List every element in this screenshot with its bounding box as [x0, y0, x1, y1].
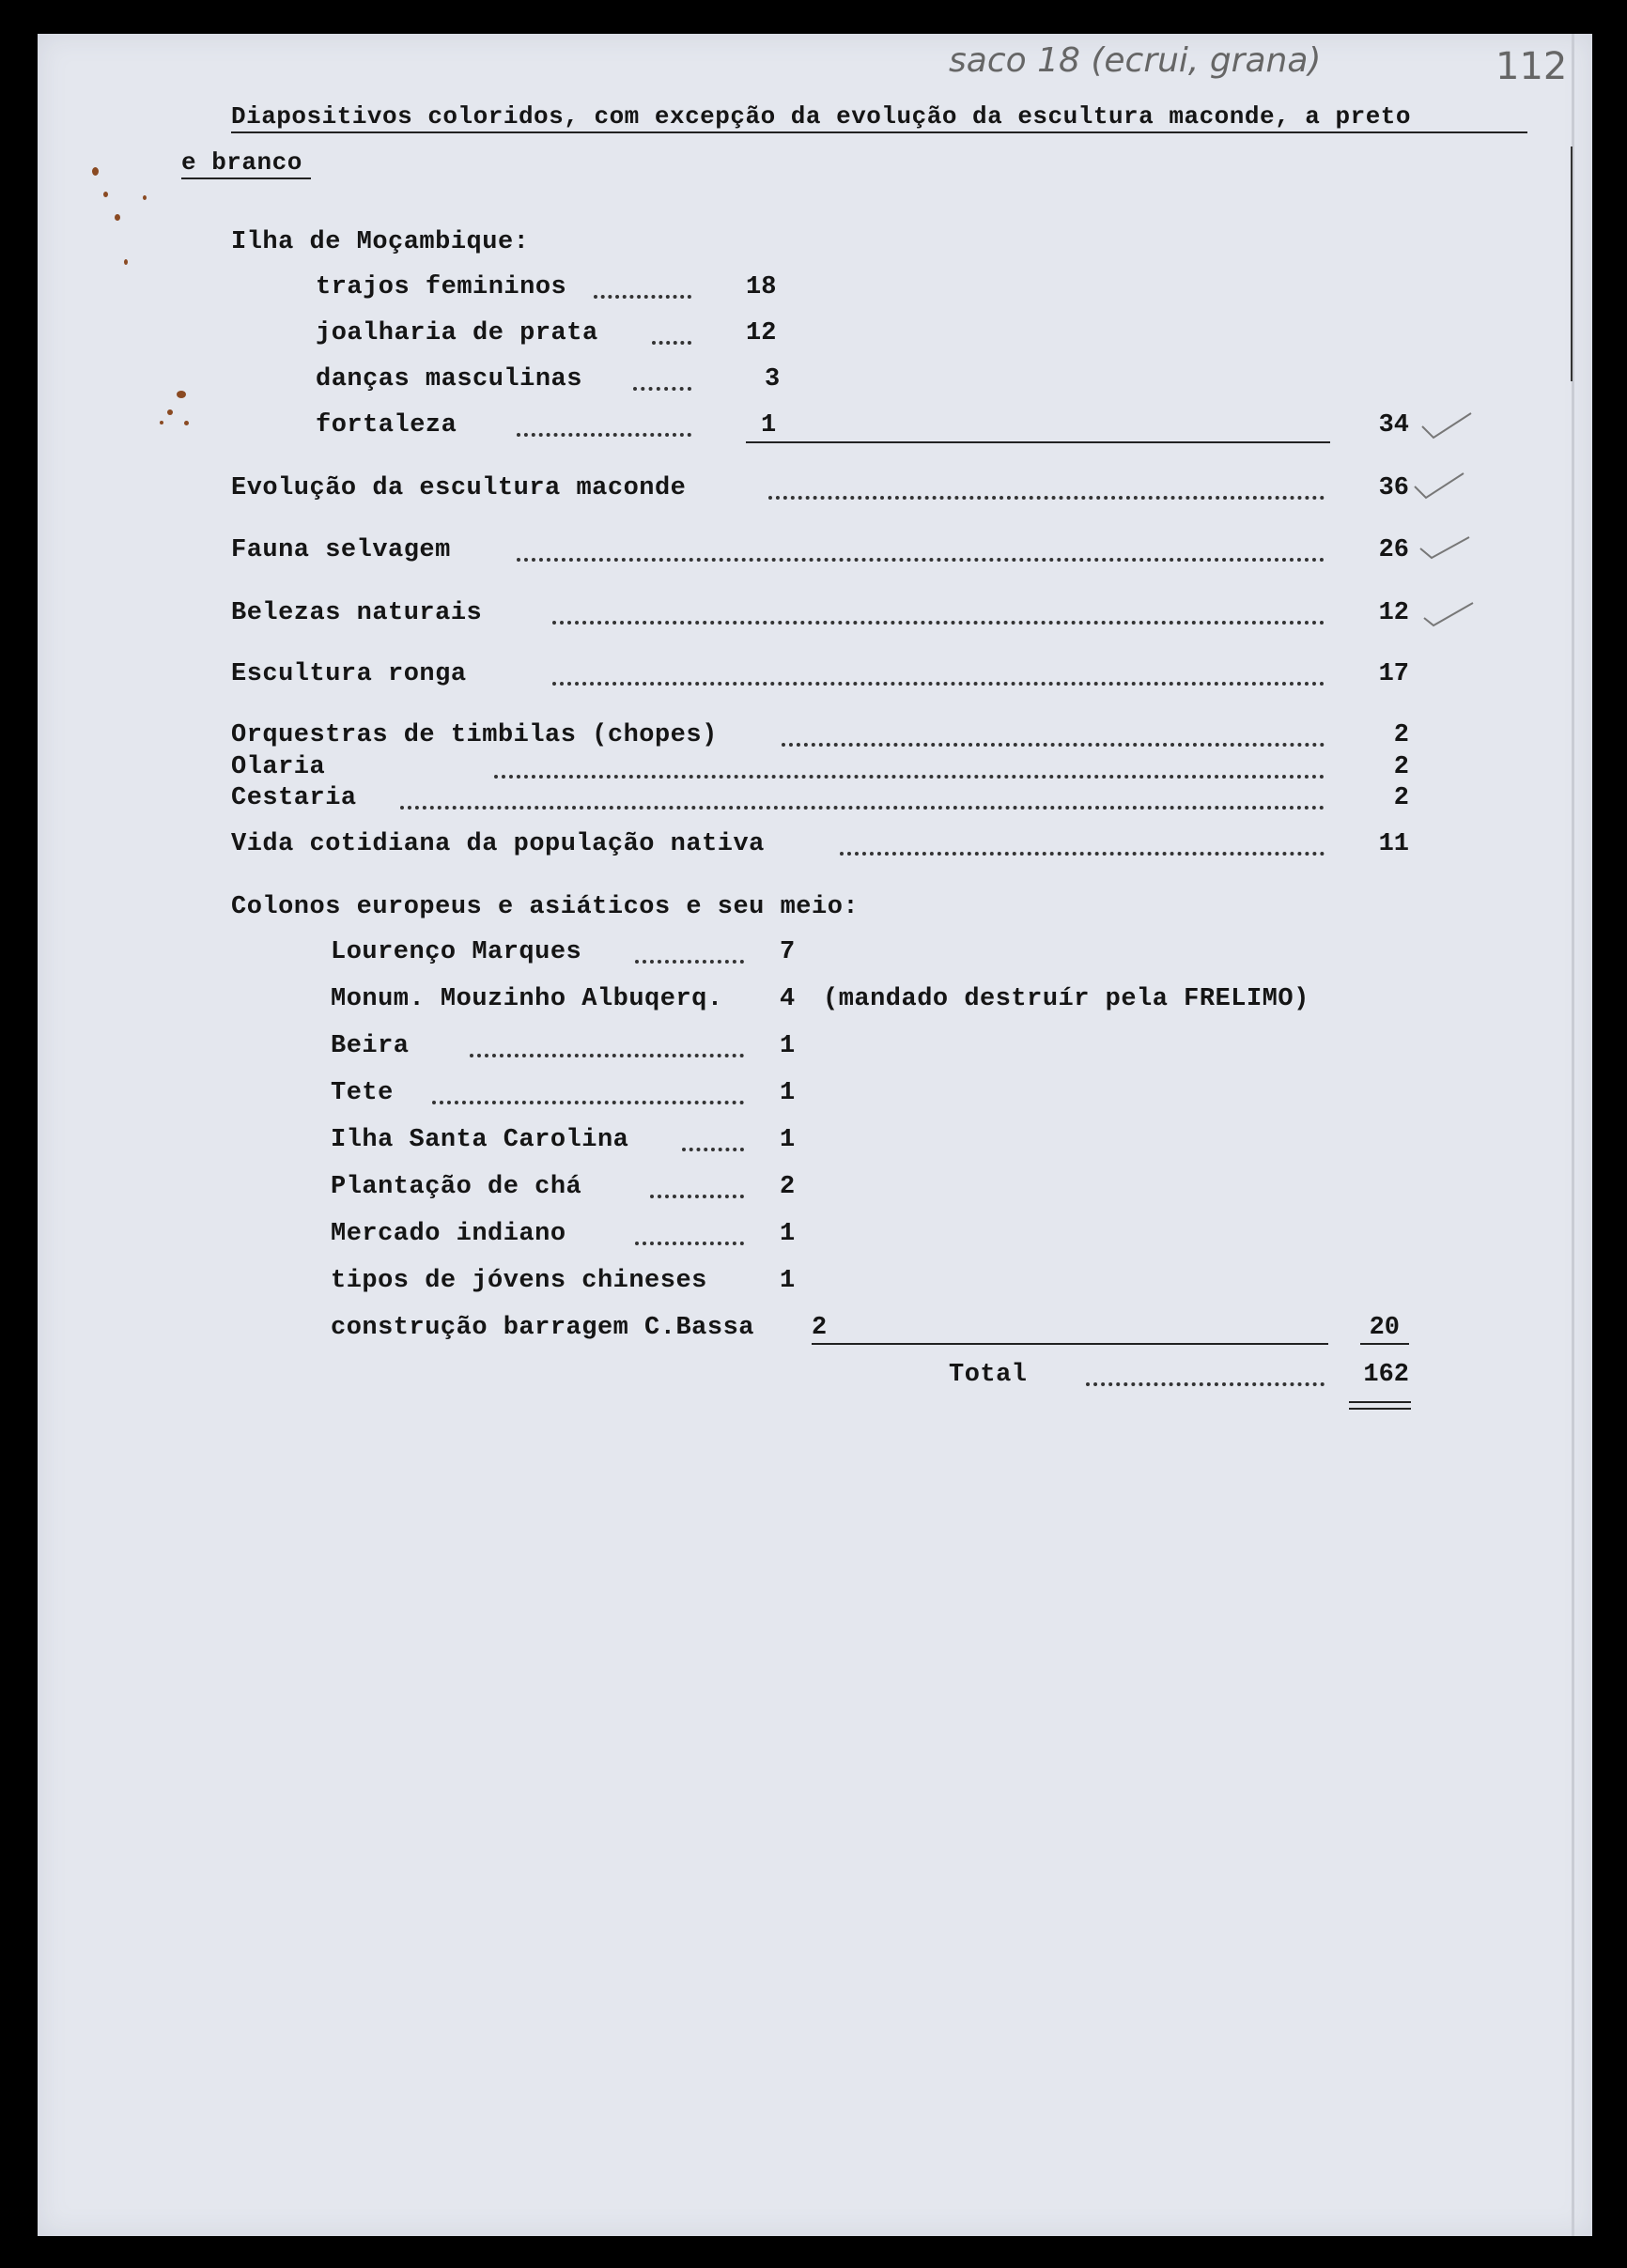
leader-dots: [782, 739, 1325, 747]
category-label: Belezas naturais: [231, 599, 483, 627]
stain-mark: [177, 391, 186, 398]
category-label: Evolução da escultura maconde: [231, 474, 687, 502]
list-item-label: tipos de jóvens chineses: [331, 1267, 707, 1295]
heading-line-1: Diapositivos coloridos, com excepção da evolução da escultura maconde, a preto: [231, 102, 1411, 131]
stain-mark: [184, 421, 189, 425]
list-item-value: 1: [780, 1267, 796, 1295]
total-label: Total: [949, 1361, 1028, 1389]
list-item-label: Plantação de chá: [331, 1173, 582, 1201]
list-item-value: 2: [812, 1314, 828, 1342]
list-item-value: 12: [746, 319, 777, 347]
list-item-value: 1: [780, 1032, 796, 1060]
subtotal-line: [812, 1343, 1328, 1345]
list-item-label: trajos femininos: [316, 273, 567, 301]
list-item-label: Ilha Santa Carolina: [331, 1126, 629, 1154]
total-value: 162: [1363, 1361, 1409, 1389]
checkmark-icon: [1422, 597, 1475, 631]
category-label: Orquestras de timbilas (chopes): [231, 721, 718, 749]
subtotal-value: 20: [1369, 1314, 1400, 1342]
category-value: 26: [1378, 536, 1409, 564]
category-value: 12: [1378, 599, 1409, 627]
stain-mark: [167, 409, 173, 415]
list-item-value: 1: [761, 411, 777, 440]
category-value: 17: [1378, 660, 1409, 688]
leader-dots: [840, 848, 1325, 856]
leader-dots: [400, 802, 1325, 810]
list-item-value: 3: [765, 365, 781, 393]
list-item-label: Beira: [331, 1032, 410, 1060]
category-label: Vida cotidiana da população nativa: [231, 830, 765, 858]
leader-dots: [470, 1050, 744, 1057]
category-value: 36: [1378, 474, 1409, 502]
section-title-ilha: Ilha de Moçambique:: [231, 228, 530, 256]
subtotal-line: [746, 441, 1330, 443]
stain-mark: [92, 167, 99, 176]
leader-dots: [494, 771, 1325, 779]
list-item-note: (mandado destruír pela FRELIMO): [823, 985, 1309, 1013]
leader-dots: [552, 678, 1325, 686]
category-label: Olaria: [231, 753, 326, 781]
leader-dots: [635, 956, 744, 964]
list-item-value: 2: [780, 1173, 796, 1201]
checkmark-icon: [1420, 409, 1473, 443]
list-item-label: danças masculinas: [316, 365, 582, 393]
list-item-label: joalharia de prata: [316, 319, 598, 347]
margin-line: [1571, 147, 1573, 381]
leader-dots: [552, 617, 1325, 625]
list-item-value: 1: [780, 1220, 796, 1248]
category-value: 2: [1393, 784, 1409, 812]
leader-dots: [633, 383, 691, 391]
list-item-label: Tete: [331, 1079, 394, 1107]
stain-mark: [124, 259, 128, 265]
leader-dots: [432, 1097, 744, 1104]
document-page: [38, 34, 1592, 2236]
handwritten-note: saco 18 (ecrui, grana): [949, 41, 1322, 80]
page-number: 112: [1495, 45, 1568, 88]
stain-mark: [103, 192, 108, 197]
stain-mark: [160, 421, 163, 424]
stain-mark: [115, 214, 120, 221]
category-value: 2: [1393, 753, 1409, 781]
heading-underline: [181, 177, 311, 179]
checkmark-icon: [1418, 532, 1471, 565]
leader-dots: [652, 337, 691, 345]
category-label: Fauna selvagem: [231, 536, 451, 564]
list-item-value: 7: [780, 938, 796, 966]
category-value: 11: [1378, 830, 1409, 858]
leader-dots: [517, 429, 691, 437]
category-value: 2: [1393, 721, 1409, 749]
checkmark-icon: [1413, 470, 1465, 503]
section-title-colonos: Colonos europeus e asiáticos e seu meio:: [231, 893, 860, 921]
category-label: Escultura ronga: [231, 660, 467, 688]
leader-dots: [517, 554, 1325, 562]
list-item-value: 1: [780, 1079, 796, 1107]
list-item-label: Monum. Mouzinho Albuqerq.: [331, 985, 723, 1013]
leader-dots: [682, 1144, 744, 1151]
subtotal-underline: [1360, 1343, 1409, 1345]
heading-line-2: e branco: [181, 148, 302, 177]
list-item-value: 4: [780, 985, 796, 1013]
total-double-underline: [1349, 1408, 1411, 1410]
list-item-label: fortaleza: [316, 411, 457, 440]
list-item-label: Mercado indiano: [331, 1220, 566, 1248]
total-double-underline: [1349, 1401, 1411, 1403]
stain-mark: [143, 195, 147, 200]
leader-dots: [594, 291, 691, 299]
leader-dots: [1086, 1379, 1325, 1386]
list-item-value: 18: [746, 273, 777, 301]
list-item-label: Lourenço Marques: [331, 938, 582, 966]
category-label: Cestaria: [231, 784, 357, 812]
heading-underline: [231, 131, 1527, 133]
list-item-value: 1: [780, 1126, 796, 1154]
list-item-label: construção barragem C.Bassa: [331, 1314, 754, 1342]
subtotal-value: 34: [1378, 411, 1409, 440]
leader-dots: [650, 1191, 744, 1198]
leader-dots: [635, 1238, 744, 1245]
leader-dots: [768, 492, 1325, 500]
